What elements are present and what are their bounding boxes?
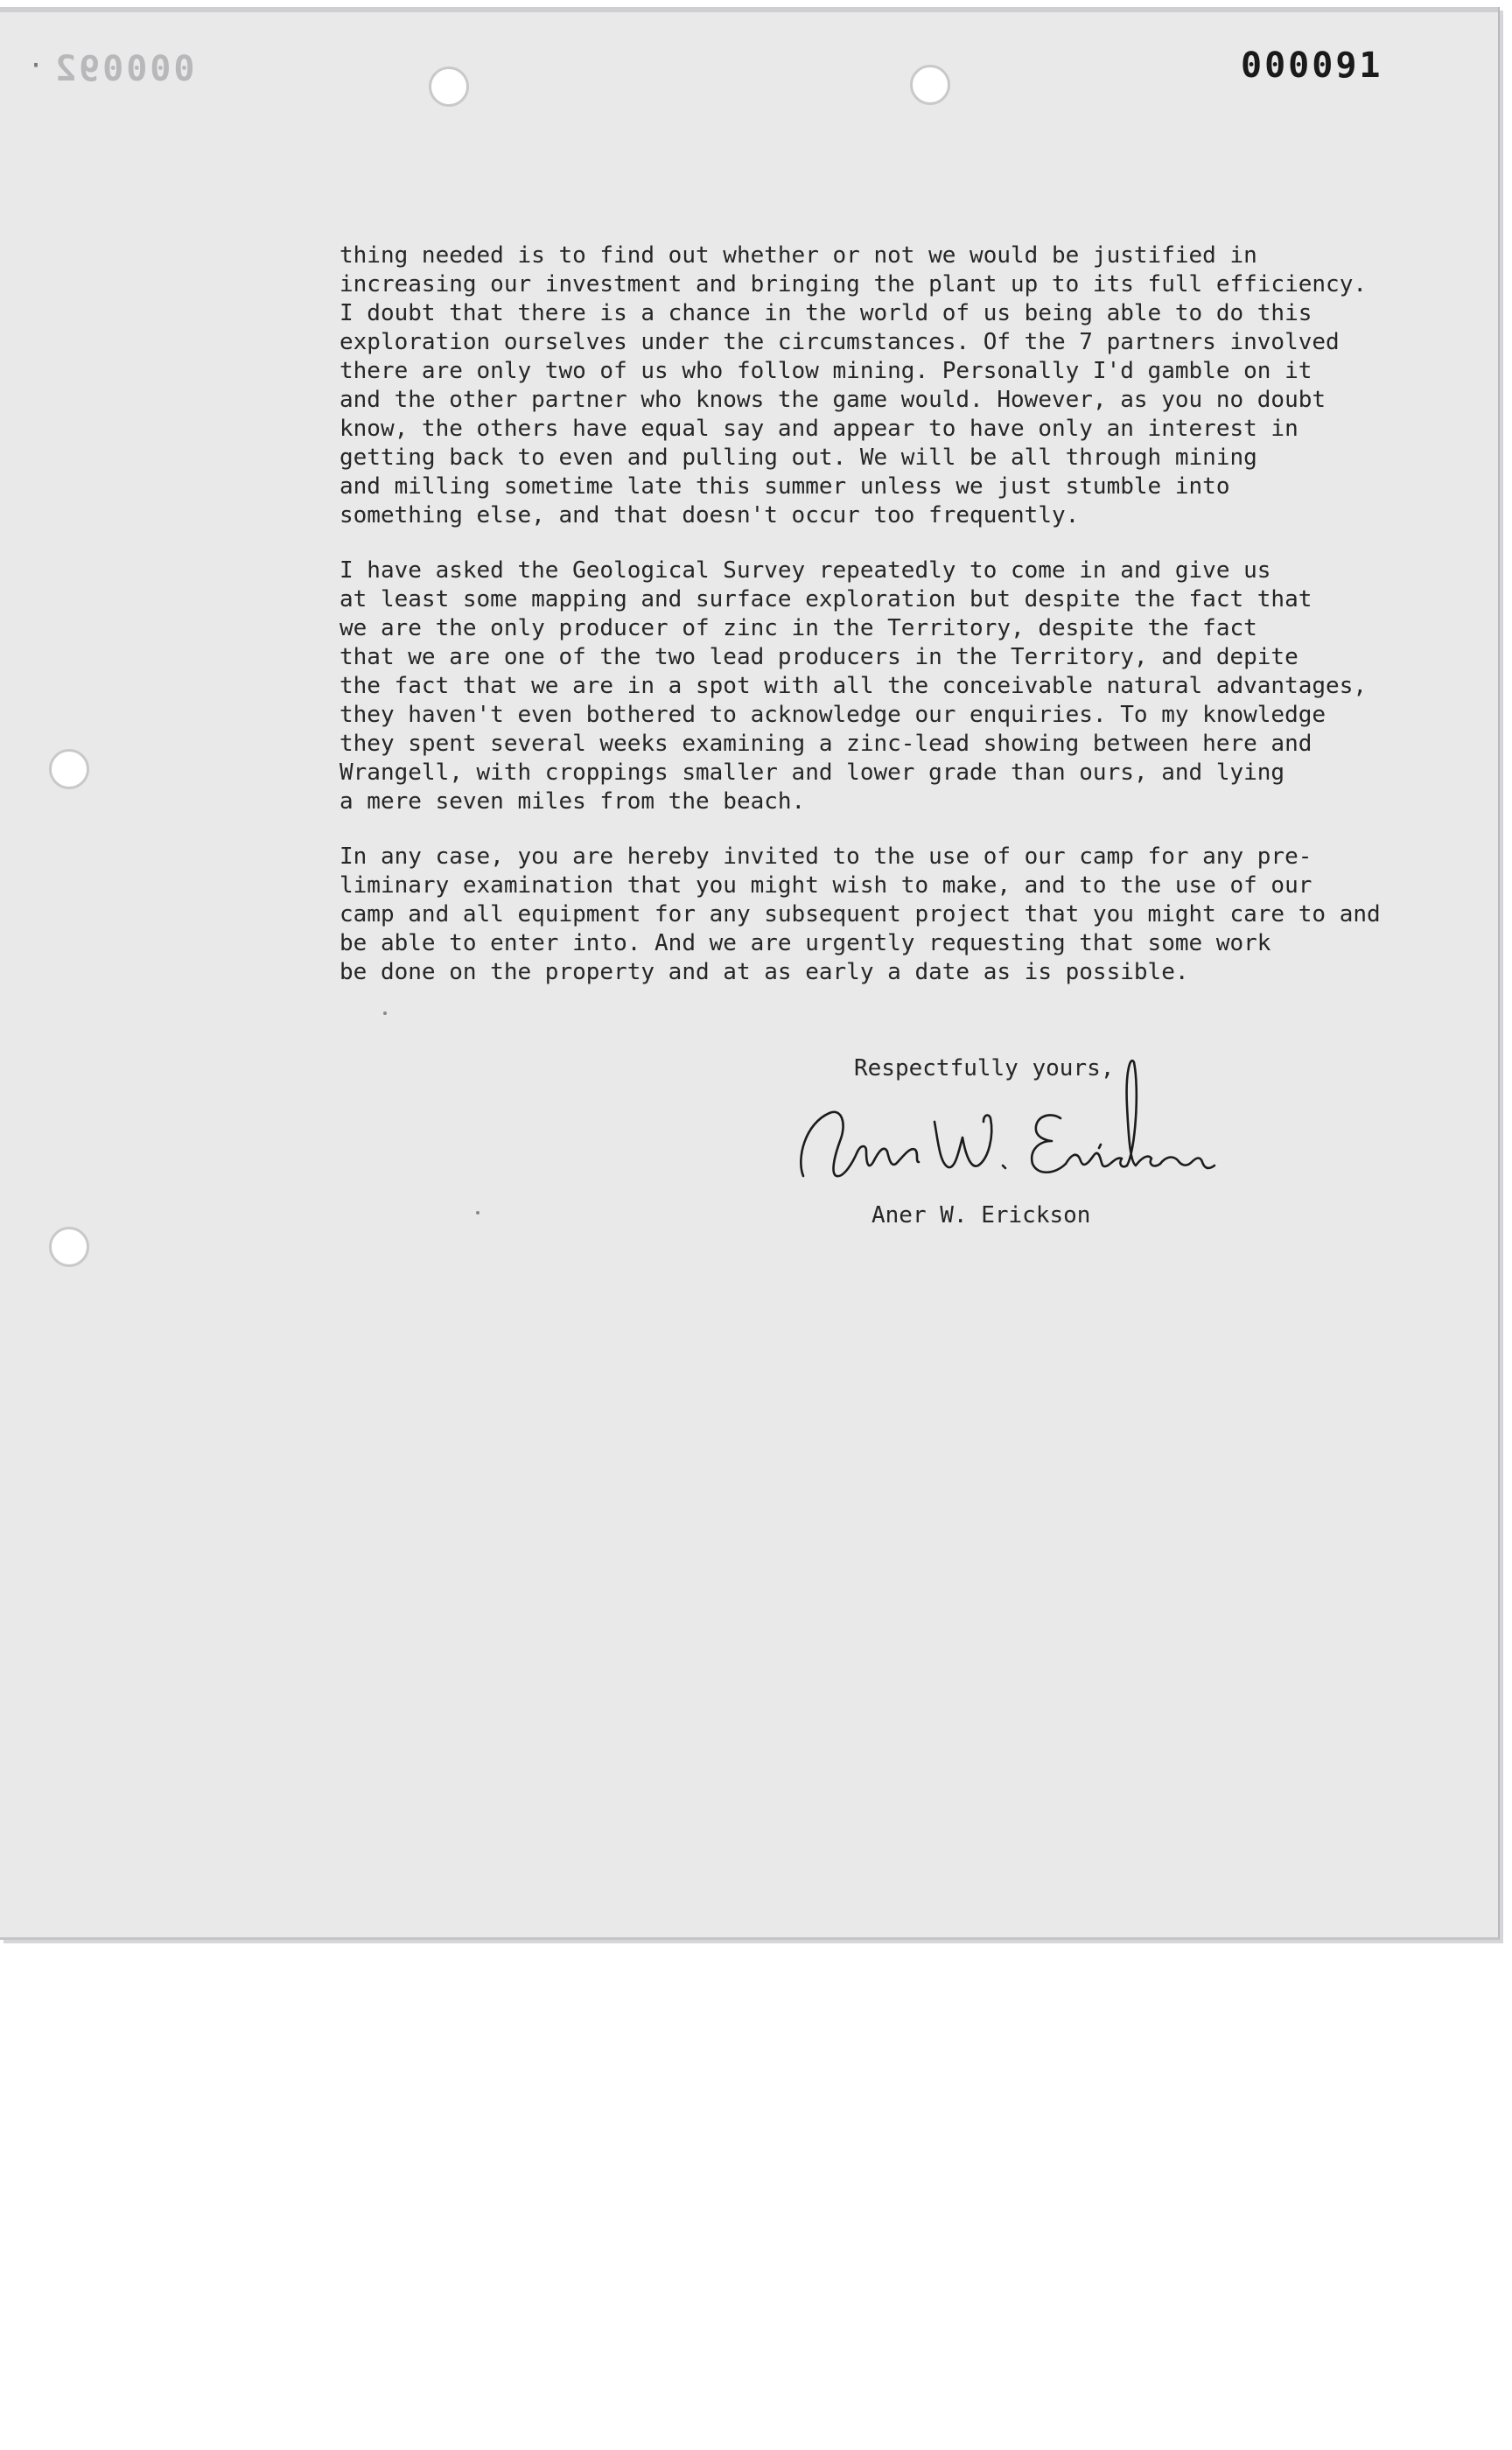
paragraph-1 <box>340 242 1477 530</box>
punch-hole-icon <box>910 65 950 105</box>
text-line: they spent several weeks examining a zinc-lead showing between here and <box>340 731 1312 757</box>
text-line: there are only two of us who follow mining. Personally I'd gamble on it <box>340 358 1312 384</box>
text-line: they haven't even bothered to acknowledge our enquiries. To my knowledge <box>340 702 1326 728</box>
text-line: I doubt that there is a chance in the world of us being able to do this <box>340 300 1312 326</box>
punch-hole-icon <box>429 66 469 107</box>
letter-body <box>340 242 1477 1013</box>
text-line: exploration ourselves under the circumstances. Of the 7 partners involved <box>340 329 1340 355</box>
typed-signatory-name: Aner W. Erickson <box>872 1202 1091 1228</box>
text-line: be done on the property and at as early a date as is possible. <box>340 959 1189 985</box>
paragraph-2 <box>340 556 1477 816</box>
text-line: the fact that we are in a spot with all the conceivable natural advantages, <box>340 673 1367 699</box>
text-line: camp and all equipment for any subsequent project that you might care to and <box>340 901 1381 928</box>
text-line: increasing our investment and bringing the plant up to its full efficiency. <box>340 271 1367 298</box>
page-top-edge <box>0 7 1498 12</box>
paragraph-3 <box>340 843 1477 987</box>
text-line: a mere seven miles from the beach. <box>340 788 806 815</box>
text-line: something else, and that doesn't occur too frequently. <box>340 502 1080 528</box>
text-line: In any case, you are hereby invited to the use of our camp for any pre- <box>340 844 1312 870</box>
page-number: 000091 <box>1241 46 1383 86</box>
margin-mark: · <box>28 51 45 81</box>
scan-speck <box>383 1012 387 1015</box>
text-line: that we are one of the two lead producers in the Territory, and depite <box>340 644 1298 670</box>
text-line: at least some mapping and surface exploration but despite the fact that <box>340 586 1312 612</box>
text-line: thing needed is to find out whether or not we would be justified in <box>340 242 1257 269</box>
scan-speck <box>476 1211 480 1214</box>
text-line: getting back to even and pulling out. We will be all through mining <box>340 444 1257 471</box>
text-line: and milling sometime late this summer unless we just stumble into <box>340 473 1230 500</box>
text-line: know, the others have equal say and appear to have only an interest in <box>340 416 1298 442</box>
ghost-page-number: 000092 <box>52 49 195 89</box>
closing-salutation: Respectfully yours, <box>854 1055 1115 1082</box>
punch-hole-icon <box>49 749 89 789</box>
text-line: liminary examination that you might wish to make, and to the use of our <box>340 872 1312 899</box>
text-line: be able to enter into. And we are urgently requesting that some work <box>340 930 1271 956</box>
text-line: Wrangell, with croppings smaller and lower grade than ours, and lying <box>340 760 1285 786</box>
document-page <box>0 7 1500 1940</box>
text-line: and the other partner who knows the game would. However, as you no doubt <box>340 387 1326 413</box>
text-line: I have asked the Geological Survey repeatedly to come in and give us <box>340 557 1271 584</box>
text-line: we are the only producer of zinc in the Territory, despite the fact <box>340 615 1257 641</box>
handwritten-signature <box>788 1054 1225 1202</box>
punch-hole-icon <box>49 1227 89 1267</box>
